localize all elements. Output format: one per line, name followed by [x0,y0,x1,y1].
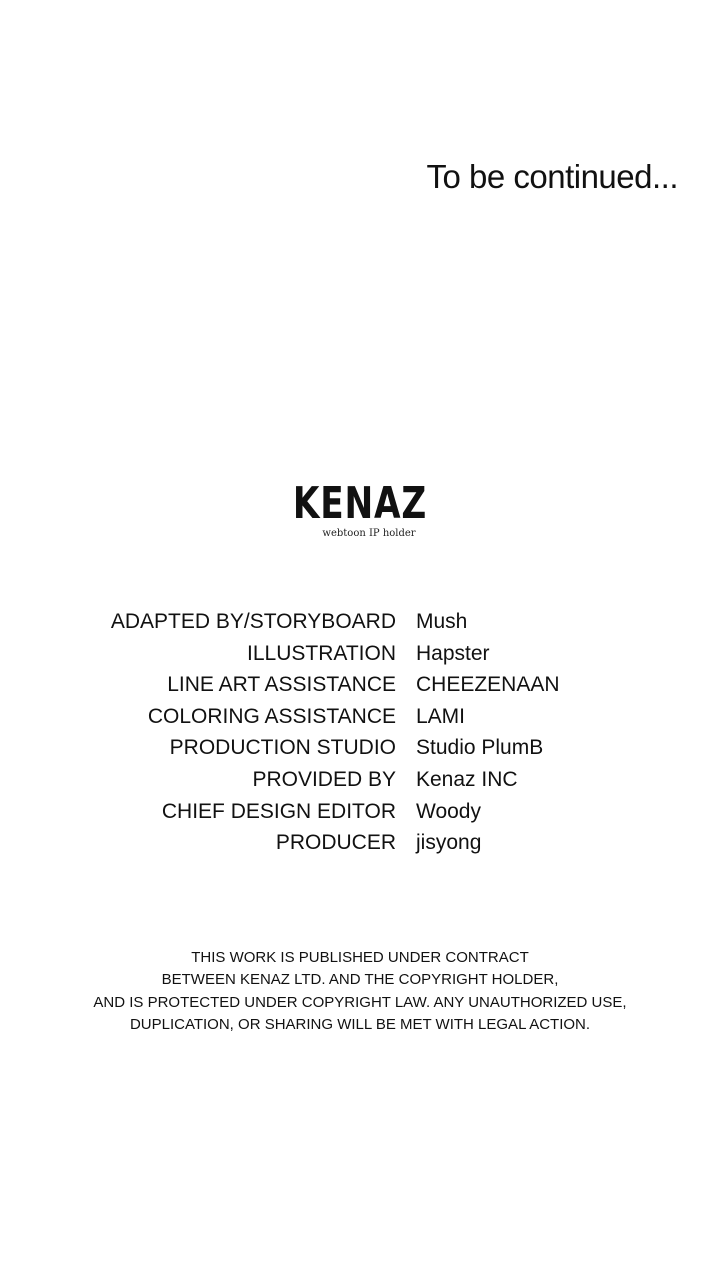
credit-name: Woody [416,799,481,823]
copyright-notice [0,947,720,1036]
credit-row [0,827,720,859]
credit-name: CHEEZENAAN [416,673,560,697]
credit-name: LAMI [416,704,466,728]
to-be-continued-text: To be continued... [426,158,678,195]
credit-role: LINE ART ASSISTANCE [167,673,396,697]
credit-role: ILLUSTRATION [247,641,396,665]
credit-name: Kenaz INC [416,767,518,791]
credit-role: PROVIDED BY [252,767,396,791]
logo-wordmark: KENAZ [292,478,428,529]
credit-row [0,638,720,670]
notice-line: BETWEEN KENAZ LTD. AND THE COPYRIGHT HOLDER, [161,971,559,989]
credit-role: PRODUCER [275,831,396,855]
credit-row [0,732,720,764]
credit-row [0,606,720,638]
credit-role: CHIEF DESIGN EDITOR [161,799,396,823]
credit-row [0,669,720,701]
credit-name: Hapster [416,641,490,665]
credit-row [0,764,720,796]
credit-row [0,796,720,828]
credit-row [0,701,720,733]
kenaz-logo [0,478,720,540]
credit-name: Mush [416,610,468,633]
credit-role: COLORING ASSISTANCE [147,704,396,728]
notice-line: DUPLICATION, OR SHARING WILL BE MET WITH LEGAL ACTION. [129,1015,591,1033]
notice-line: AND IS PROTECTED UNDER COPYRIGHT LAW. ANY UNAUTHORIZED USE, [93,993,627,1011]
credit-role: ADAPTED BY/STORYBOARD [110,610,396,633]
credits-list [0,606,720,859]
credit-name: jisyong [416,831,482,855]
logo-tagline: webtoon IP holder [322,528,416,539]
notice-line: THIS WORK IS PUBLISHED UNDER CONTRACT [191,949,529,966]
credit-name: Studio PlumB [416,736,544,760]
credit-role: PRODUCTION STUDIO [169,736,396,760]
